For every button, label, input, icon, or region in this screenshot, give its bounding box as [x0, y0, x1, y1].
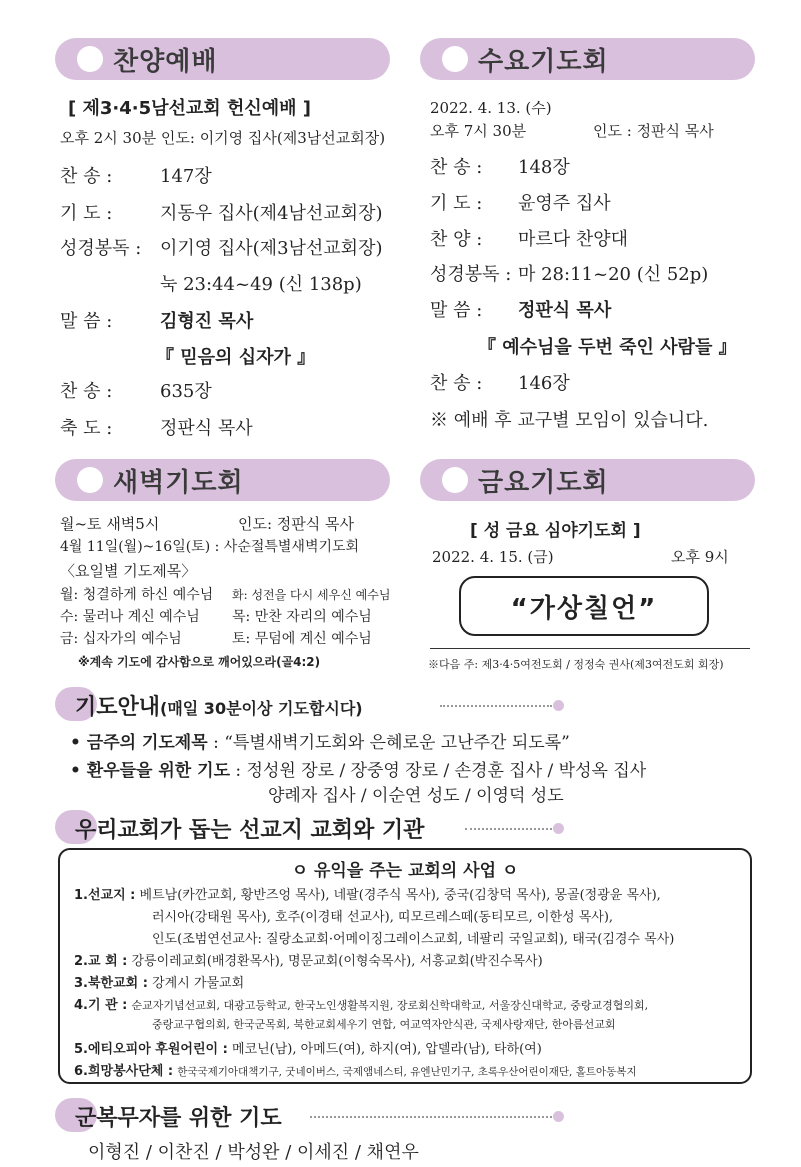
missions-box: [58, 848, 752, 1084]
wed-leader: 인도 : 정판식 목사: [593, 122, 714, 140]
sermon-row: 말 씀 : 김형진 목사: [60, 311, 254, 332]
friday-header: [420, 459, 755, 501]
mission-row: 4.기 관 : 순교자기념선교회, 대광고등학교, 한국노인생활복지원, 장로회신학대학교, 서울장신대학교, 중랑교경협의회,: [74, 998, 649, 1013]
missions-title: 우리교회가 돕는 선교지 교회와 기관: [75, 818, 425, 843]
topic-row: 목: 만찬 자리의 예수님: [232, 609, 372, 625]
box-title: ㅇ 유익을 주는 교회의 사업 ㅇ: [291, 861, 519, 881]
sunday-header: [55, 38, 390, 80]
prayer-item: • 환우들을 위한 기도 : 정성원 장로 / 장중영 장로 / 손경훈 집사 / 박성옥 집사: [70, 761, 647, 781]
sermon-row: 말 씀 : 정판식 목사: [430, 300, 612, 321]
bless-row: 축 도 : 정판식 목사: [60, 418, 253, 439]
dawn-period: 4월 11일(월)~16일(토) : 사순절특별새벽기도회: [60, 539, 360, 555]
topic-row: 토: 무덤에 계신 예수님: [232, 631, 372, 647]
prayer-row: 기 도 : 윤영주 집사: [430, 193, 611, 214]
reading-ref: 눅 23:44~49 (신 138p): [160, 274, 362, 295]
dotted-leader: [440, 705, 552, 707]
wed-time: 오후 7시 30분: [430, 122, 527, 140]
prayer-item-cont: 양례자 집사 / 이순연 성도 / 이영덕 성도: [268, 786, 564, 806]
dotted-leader: [310, 1116, 552, 1118]
dotted-leader: [465, 828, 552, 830]
mission-row: 5.에티오피아 후원어린이 : 메코닌(남), 아메드(여), 하지(여), 압델라(남), 타하(여): [74, 1042, 542, 1057]
mission-row: 러시아(강태원 목사), 호주(이경태 선교사), 띠모르레스떼(동티모르, 이한성 목사),: [152, 910, 614, 925]
topic-row: 월: 청결하게 하신 예수님: [60, 587, 214, 603]
dawn-header: [55, 459, 390, 501]
praise-row: 찬 양 : 마르다 찬양대: [430, 229, 629, 250]
section-title: 찬양예배: [113, 46, 218, 77]
prayer-item: • 금주의 기도제목 : “특별새벽기도회와 은혜로운 고난주간 되도록”: [70, 733, 570, 753]
military-title: 군복무자를 위한 기도: [75, 1106, 282, 1131]
wednesday-header: [420, 38, 755, 80]
mission-row: 2.교 회 : 강릉이레교회(배경환목사), 명문교회(이형숙목사), 서흥교회(박진수목사): [74, 954, 543, 969]
reading-row: 성경봉독 : 이기영 집사(제3남선교회장): [60, 238, 383, 259]
section-title: 금요기도회: [478, 467, 609, 498]
mission-row: 3.북한교회 : 강계시 가물교회: [74, 976, 245, 991]
hymn2-row: 찬 송 : 146장: [430, 373, 570, 394]
topic-row: 수: 물러나 계신 예수님: [60, 609, 200, 625]
friday-date: 2022. 4. 15. (금): [432, 548, 554, 566]
military-names: 이형진 / 이찬진 / 박성완 / 이세진 / 채연우: [88, 1142, 419, 1163]
bullet-icon: [77, 46, 103, 72]
topics-header: 〈요일별 기도제목〉: [60, 562, 197, 580]
friday-time: 오후 9시: [671, 548, 729, 566]
mission-row: 중랑교구협의회, 한국군목회, 북한교회세우기 연합, 여교역자안식관, 국제사랑재단, 한아름선교회: [152, 1018, 616, 1031]
theme-text: “가상칠언”: [510, 593, 658, 624]
hymn-row: 찬 송 : 147장: [60, 166, 212, 187]
time-line: 오후 2시 30분 인도: 이기영 집사(제3남선교회장): [60, 129, 386, 147]
dot-icon: [553, 700, 564, 711]
dawn-verse: ※계속 기도에 감사함으로 깨어있으라(골4:2): [78, 655, 321, 669]
mission-row: 6.희망봉사단체 : 한국국제기아대책기구, 굿네이버스, 국제앰네스티, 유엔난민기구, 초록우산어린이재단, 홀트아동복지: [74, 1064, 637, 1079]
bullet-icon: [442, 467, 468, 493]
dot-icon: [553, 823, 564, 834]
dot-icon: [553, 1111, 564, 1122]
prayer-row: 기 도 : 지동우 집사(제4남선교회장): [60, 203, 383, 224]
section-title: 수요기도회: [478, 46, 609, 77]
hymn-row: 찬 송 : 148장: [430, 157, 570, 178]
hymn2-row: 찬 송 : 635장: [60, 381, 212, 402]
prayer-guide-title: 기도안내(매일 30분이상 기도합시다): [75, 695, 363, 720]
sermon-title: 『 예수님을 두번 죽인 사람들 』: [478, 337, 737, 358]
bullet-icon: [77, 467, 103, 493]
wed-note: ※ 예배 후 교구별 모임이 있습니다.: [430, 410, 709, 431]
topic-row: 금: 십자가의 예수님: [60, 631, 182, 647]
mission-row: 인도(조범연선교사: 질랑소교회·어메이징그레이스교회, 네팔리 국일교회), 태국(김경수 목사): [152, 932, 675, 947]
topic-row: 화: 성전을 다시 세우신 예수님: [232, 588, 391, 602]
section-title: 새벽기도회: [113, 467, 244, 498]
event-title: [ 제3·4·5남선교회 헌신예배 ]: [68, 98, 311, 119]
mission-row: 1.선교지 : 베트남(카깐교회, 황반즈엉 목사), 네팔(경주식 목사), 중국(김창덕 목사), 몽골(정광윤 목사),: [74, 888, 661, 903]
dawn-leader: 인도: 정판식 목사: [238, 515, 355, 533]
dawn-time: 월~토 새벽5시: [60, 515, 160, 533]
bullet-icon: [442, 46, 468, 72]
theme-box: [459, 576, 709, 636]
divider: [430, 648, 750, 649]
friday-event: [ 성 금요 심야기도회 ]: [470, 521, 641, 541]
reading-row: 성경봉독 : 마 28:11~20 (신 52p): [430, 264, 709, 285]
friday-next: ※다음 주: 제3·4·5여전도회 / 정정숙 권사(제3여전도회 회장): [428, 658, 724, 671]
wed-date: 2022. 4. 13. (수): [430, 99, 552, 117]
sermon-title: 『 믿음의 십자가 』: [156, 347, 316, 368]
